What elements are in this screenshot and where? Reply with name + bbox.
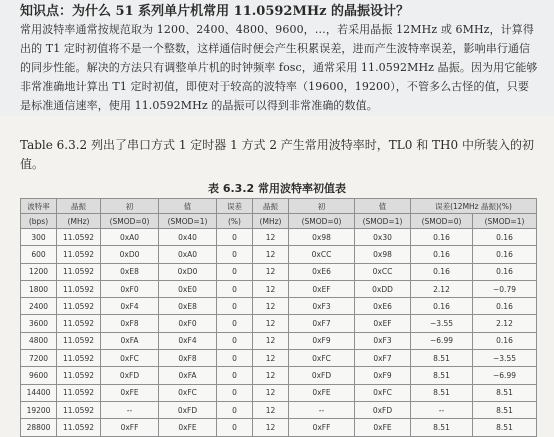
- table-cell: 14400: [21, 384, 57, 401]
- table-cell: 0xFD: [159, 401, 217, 418]
- table-cell: 0xF7: [355, 350, 411, 367]
- table-cell: --: [101, 401, 159, 418]
- table-cell: 0xCC: [355, 263, 411, 280]
- table-cell: 0: [217, 419, 253, 436]
- table-cell: 9600: [21, 367, 57, 384]
- table-cell: 12: [253, 280, 289, 297]
- table-cell: 11.0592: [57, 280, 101, 297]
- table-cell: 7200: [21, 350, 57, 367]
- table-cell: 11.0592: [57, 229, 101, 246]
- table-cell: 11.0592: [57, 401, 101, 418]
- table-cell: 0xD0: [101, 246, 159, 263]
- table-cell: 0: [217, 367, 253, 384]
- table-cell: −0.79: [473, 280, 537, 297]
- table-cell: 0xF8: [159, 350, 217, 367]
- table-row: [21, 419, 537, 436]
- table-cell: 4800: [21, 332, 57, 349]
- table-cell: 0.16: [411, 229, 473, 246]
- table-cell: 2.12: [411, 280, 473, 297]
- table-row: [21, 384, 537, 401]
- table-subheader-row: [21, 214, 537, 229]
- table-cell: 0xF9: [289, 332, 355, 349]
- subheader-cell: (bps): [21, 214, 57, 229]
- header-cell: 初: [289, 199, 355, 214]
- table-cell: 0: [217, 350, 253, 367]
- table-cell: 0xF4: [159, 332, 217, 349]
- baud-rate-table: [20, 198, 537, 437]
- table-cell: 0xFD: [355, 401, 411, 418]
- table-cell: 2.12: [473, 315, 537, 332]
- table-cell: 0xFC: [159, 384, 217, 401]
- table-cell: 0.16: [473, 263, 537, 280]
- table-cell: 300: [21, 229, 57, 246]
- table-cell: 0xFD: [289, 367, 355, 384]
- table-cell: 0: [217, 280, 253, 297]
- subheader-cell: (SMOD=1): [473, 214, 537, 229]
- table-cell: 8.51: [473, 419, 537, 436]
- table-cell: 0xF4: [101, 298, 159, 315]
- subheader-cell: (SMOD=0): [101, 214, 159, 229]
- table-cell: 0xFE: [101, 384, 159, 401]
- table-cell: 11.0592: [57, 315, 101, 332]
- table-cell: 0xE8: [101, 263, 159, 280]
- table-cell: 12: [253, 263, 289, 280]
- subheader-cell: (SMOD=1): [159, 214, 217, 229]
- table-cell: 0xF3: [289, 298, 355, 315]
- table-cell: --: [289, 401, 355, 418]
- table-cell: 0xE6: [355, 298, 411, 315]
- table-cell: 11.0592: [57, 246, 101, 263]
- table-row: [21, 315, 537, 332]
- table-row: [21, 246, 537, 263]
- table-cell: 0xF9: [355, 367, 411, 384]
- table-cell: 0xF0: [159, 315, 217, 332]
- subheader-cell: (MHz): [253, 214, 289, 229]
- table-cell: 0: [217, 246, 253, 263]
- table-cell: 0xFE: [355, 419, 411, 436]
- subheader-cell: (MHz): [57, 214, 101, 229]
- header-cell: 初: [101, 199, 159, 214]
- subheader-cell: (SMOD=1): [355, 214, 411, 229]
- header-cell: 晶振: [253, 199, 289, 214]
- header-cell: 波特率: [21, 199, 57, 214]
- table-cell: 0xFE: [159, 419, 217, 436]
- table-cell: 0: [217, 332, 253, 349]
- table-header-row: [21, 199, 537, 214]
- table-cell: 0xDD: [355, 280, 411, 297]
- table-cell: 8.51: [411, 419, 473, 436]
- table-cell: 28800: [21, 419, 57, 436]
- subheader-cell: (SMOD=0): [411, 214, 473, 229]
- table-row: [21, 332, 537, 349]
- table-cell: --: [411, 401, 473, 418]
- header-cell: 值: [159, 199, 217, 214]
- table-cell: 12: [253, 419, 289, 436]
- table-cell: 8.51: [473, 384, 537, 401]
- table-cell: 12: [253, 229, 289, 246]
- table-cell: 0x98: [355, 246, 411, 263]
- table-row: [21, 350, 537, 367]
- subheader-cell: (SMOD=0): [289, 214, 355, 229]
- table-cell: 0xF3: [355, 332, 411, 349]
- table-cell: 12: [253, 246, 289, 263]
- table-cell: 0.16: [411, 298, 473, 315]
- table-cell: 0xCC: [289, 246, 355, 263]
- table-cell: 11.0592: [57, 263, 101, 280]
- table-cell: 11.0592: [57, 384, 101, 401]
- table-cell: 11.0592: [57, 419, 101, 436]
- table-cell: 0: [217, 229, 253, 246]
- table-cell: 12: [253, 332, 289, 349]
- table-cell: 12: [253, 298, 289, 315]
- table-cell: 8.51: [473, 401, 537, 418]
- table-cell: 600: [21, 246, 57, 263]
- table-cell: 0xA0: [159, 246, 217, 263]
- table-cell: 19200: [21, 401, 57, 418]
- table-cell: 11.0592: [57, 298, 101, 315]
- header-cell: 值: [355, 199, 411, 214]
- table-cell: 0: [217, 263, 253, 280]
- table-cell: 0xFC: [355, 384, 411, 401]
- table-cell: 0xE8: [159, 298, 217, 315]
- table-cell: 11.0592: [57, 350, 101, 367]
- table-row: [21, 280, 537, 297]
- table-cell: 2400: [21, 298, 57, 315]
- table-cell: 1800: [21, 280, 57, 297]
- table-cell: −3.55: [473, 350, 537, 367]
- table-cell: 0xD0: [159, 263, 217, 280]
- knowledge-point-title: 知识点：为什么 51 系列单片机常用 11.0592MHz 的晶振设计？: [20, 4, 410, 19]
- table-cell: 0x40: [159, 229, 217, 246]
- table-cell: 0xFE: [289, 384, 355, 401]
- table-cell: 0.16: [473, 332, 537, 349]
- table-cell: 12: [253, 367, 289, 384]
- table-cell: 3600: [21, 315, 57, 332]
- table-cell: 0xA0: [101, 229, 159, 246]
- table-cell: 0.16: [473, 246, 537, 263]
- table-cell: −3.55: [411, 315, 473, 332]
- table-cell: 0xFF: [101, 419, 159, 436]
- table-row: [21, 229, 537, 246]
- table-cell: 0.16: [473, 298, 537, 315]
- table-cell: −6.99: [473, 367, 537, 384]
- table-cell: 0: [217, 384, 253, 401]
- table-cell: 0xE0: [159, 280, 217, 297]
- table-row: [21, 263, 537, 280]
- table-cell: 8.51: [411, 367, 473, 384]
- table-cell: 0xFC: [289, 350, 355, 367]
- table-cell: 12: [253, 350, 289, 367]
- table-cell: 12: [253, 315, 289, 332]
- table-cell: 0: [217, 298, 253, 315]
- table-cell: −6.99: [411, 332, 473, 349]
- table-cell: 0xF7: [289, 315, 355, 332]
- table-cell: 0xFF: [289, 419, 355, 436]
- table-cell: 8.51: [411, 350, 473, 367]
- table-cell: 0.16: [411, 263, 473, 280]
- table-cell: 1200: [21, 263, 57, 280]
- table-cell: 0xEF: [289, 280, 355, 297]
- table-cell: 0xFA: [159, 367, 217, 384]
- table-cell: 0: [217, 401, 253, 418]
- table-cell: 0x30: [355, 229, 411, 246]
- table-row: [21, 401, 537, 418]
- table-cell: 12: [253, 401, 289, 418]
- knowledge-point-box: [0, 0, 554, 116]
- table-caption: 表 6.3.2 常用波特率初值表: [208, 182, 346, 195]
- table-cell: 0xFD: [101, 367, 159, 384]
- header-cell: 误差: [217, 199, 253, 214]
- header-cell: 晶振: [57, 199, 101, 214]
- table-row: [21, 367, 537, 384]
- table-cell: 0xF0: [101, 280, 159, 297]
- table-cell: 8.51: [411, 384, 473, 401]
- table-cell: 12: [253, 384, 289, 401]
- table-cell: 0xF8: [101, 315, 159, 332]
- table-cell: 11.0592: [57, 332, 101, 349]
- table-cell: 0xFA: [101, 332, 159, 349]
- table-cell: 0xFC: [101, 350, 159, 367]
- table-cell: 0x98: [289, 229, 355, 246]
- table-cell: 11.0592: [57, 367, 101, 384]
- knowledge-point-body: 常用波特率通常按规范取为 1200、2400、4800、9600，…，若采用晶振 12MHz 或 6MHz，计算得出的 T1 定时初值将不是一个整数，这样通信时便会产生积累误差，进而产生波特率误差，影响串行通信的同步性能。解决的方法只有调整单片机的时钟频率 fosc，通常采用 11.0592MHz 晶振。因为用它能够非常准确地计算出 T1 定时初值，即使对于较高的波特率（19600，19200），不管多么古怪的值，只要是标准通信速率，使用 11.0592MHz 的晶振可以得到非常准确的数值。: [20, 23, 538, 112]
- intro-paragraph: Table 6.3.2 列出了串口方式 1 定时器 1 方式 2 产生常用波特率时，TL0 和 TH0 中所装入的初值。: [20, 138, 534, 171]
- table-cell: 0: [217, 315, 253, 332]
- table-cell: 0xE6: [289, 263, 355, 280]
- table-cell: 0.16: [473, 229, 537, 246]
- table-row: [21, 298, 537, 315]
- table-body: [21, 229, 537, 437]
- table-cell: 0.16: [411, 246, 473, 263]
- table-cell: 0xEF: [355, 315, 411, 332]
- subheader-cell: (%): [217, 214, 253, 229]
- header-cell: 误差(12MHz 晶振)(%): [411, 199, 537, 214]
